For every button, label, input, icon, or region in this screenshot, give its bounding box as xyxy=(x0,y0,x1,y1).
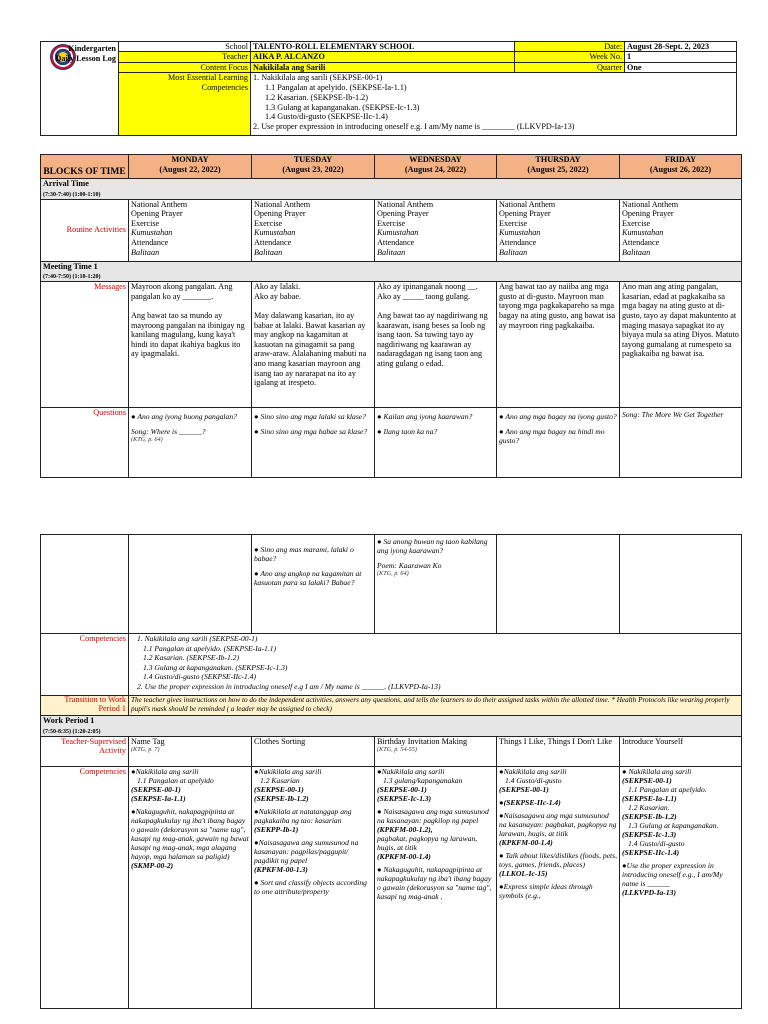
song-title: Song: The More We Get Together xyxy=(622,410,724,420)
competency-line: (SEKPSE-00-1) xyxy=(254,784,304,794)
mel-item: 1.4 Gusto/di-gusto (SEKPSE-IIc-1.4) xyxy=(265,112,388,122)
competency-line: 1.1 Pangalan at apelyido. xyxy=(628,784,707,794)
competencies-list xyxy=(129,634,742,696)
ktg-ref: (KTG, p. 64) xyxy=(131,436,163,444)
day-name: THURSDAY xyxy=(535,155,581,164)
routine-label: Routine Activities xyxy=(41,199,129,261)
tsa-thursday xyxy=(497,736,620,766)
routine-item: Opening Prayer xyxy=(377,209,429,219)
competency-line: (KPKFM-00-1.4) xyxy=(377,851,431,861)
work-competencies-label: Competencies xyxy=(41,766,129,1008)
day-header-monday xyxy=(129,155,252,179)
ktg-ref: (KTG, p. 7) xyxy=(131,746,160,754)
tsa-title: Name Tag xyxy=(131,736,165,746)
competency-line: ●Use the proper expression in introducing oneself e.g., I am/My name is ______ xyxy=(622,860,723,888)
competency-line: (SEKPSE-Ia-1.1) xyxy=(131,793,186,803)
quarter-value: One xyxy=(625,62,737,72)
competency-line: ● Nakikilala ang sarili xyxy=(622,766,692,776)
message-friday: Ano man ang ating pangalan, kasarian, edad at pagkakaiba sa mga bagay na ating gusto at di-gusto, tayo ay dapat makuntento at maging masaya sapagkat ito ay biyaya mula sa ating Diyos. Matuto tayong gumalang at rumespeto sa pagkakaiba ng bawat isa. xyxy=(620,282,742,408)
competency-line: (SEKPSE-IIc-1.4) xyxy=(622,847,680,857)
mel-item: 2. Use proper expression in introducing oneself e.g. I am/My name is ________ (LLKVPD-Ia-13) xyxy=(253,122,575,132)
competency-item: 2. Use the proper expression in introducing oneself e.g I am / My name is ______. (LLKVPD-Ia-13) xyxy=(137,681,441,691)
competency-line: ●Nakikilala ang sarili xyxy=(131,766,199,776)
message-wednesday: Ako ay ipinanganak noong __. Ako ay _____ taong gulang. Ang bawat tao ay nagdiriwang ng kaarawan, isang beses sa loob ng isang taon. Sa tuwing tayo ay nagdiriwang ng kaarawan ay nadaragdagan ng isang taon ang ating gulang o edad. xyxy=(375,282,497,408)
competencies-friday xyxy=(620,766,742,1008)
school-label: School xyxy=(119,42,251,52)
competency-item: 1.3 Gulang at kapanganakan. (SEKPSE-Ic-1.3) xyxy=(143,662,288,672)
questions-wednesday-cont: ● Sa anong buwan ng taon kabilang ang iyong kaarawan? Poem: Kaarawan Ko (KTG, p. 64) xyxy=(375,535,497,634)
competency-item: 1.2 Kasarian. (SEKPSE-Ib-1.2) xyxy=(143,653,239,663)
ktg-ref: (KTG, p. 54-55) xyxy=(377,746,417,754)
routine-item: Opening Prayer xyxy=(499,209,551,219)
date-label: Date: xyxy=(515,42,625,52)
transition-text: The teacher gives instructions on how to do the independent activities, answers any questions, and tells the learners to do their assigned tasks within the allotted time. * Health Protocols like wearing properly pupil's mask should be reminded ( a leader may be assigned to check) xyxy=(129,696,742,716)
empty-thursday-cell xyxy=(497,535,620,634)
tsa-wednesday xyxy=(375,736,497,766)
message-tuesday: Ako ay lalaki. Ako ay babae. May dalawang kasarian, ito ay babae at lalaki. Bawat kasarian ay may angkop na kagamitan at kasuotan na ginagamit sa pang araw-araw. Alalahaning mabuti na ano mang kasarian mayroon ang isang tao ay nararapat na ito ay igalang at irespeto. xyxy=(252,282,375,408)
content-focus-value: Nakikilala ang Sarili xyxy=(251,62,515,72)
competency-line: (SEKPP-Ib-1) xyxy=(254,824,299,834)
competency-line: ●Naisasagawa ang sumusunod na kasanayan: pagpilas/paggupit/ pagdikit ng papel xyxy=(254,837,359,865)
school-value: TALENTO-ROLL ELEMENTARY SCHOOL xyxy=(251,42,515,52)
competency-line: ●Nakikilala ang sarili xyxy=(377,766,445,776)
mel-item: 1. Nakikilala ang sarili (SEKPSE-00-1) xyxy=(253,73,383,83)
questions-monday: ● Ano ang iyong buong pangalan? Song: Where is ______? (KTG, p. 64) xyxy=(129,408,252,478)
tsa-title: Things I Like, Things I Don't Like xyxy=(499,736,612,746)
song-title: Song: Where is ______? xyxy=(131,427,206,437)
day-name: TUESDAY xyxy=(293,155,333,164)
competencies-wednesday xyxy=(375,766,497,1008)
question-item: Sino sino ang mga lalaki sa klase? xyxy=(260,412,366,422)
competency-line: pagbakat, pagkopya ng larawan, hugis, at titik xyxy=(377,833,478,852)
question-item: Ano ang iyong buong pangalan? xyxy=(137,412,237,422)
competencies-label: Competencies xyxy=(41,634,129,696)
routine-item: Kumustahan xyxy=(499,228,541,238)
messages-label: Messages xyxy=(41,282,129,408)
routine-item: Kumustahan xyxy=(377,228,419,238)
message-thursday: Ang bawat tao ay naiiba ang mga gusto at di-gusto. Mayroon man tayong mga pagkakapareho sa mga bagay na ating gusto, ang bawat isa ay mayroon ring pagkakaiba. xyxy=(497,282,620,408)
ktg-ref: (KTG, p. 64) xyxy=(377,570,409,577)
tsa-title: Birthday Invitation Making xyxy=(377,736,468,746)
competency-line: ● Sort and classify objects according to one attribute/property xyxy=(254,877,367,896)
tsa-friday xyxy=(620,736,742,766)
day-header-wednesday xyxy=(375,155,497,179)
date-value: August 28-Sept. 2, 2023 xyxy=(625,42,737,52)
week-value: 1 xyxy=(625,52,737,62)
header-table xyxy=(40,41,737,136)
day-date: (August 26, 2022) xyxy=(649,164,712,174)
routine-cell xyxy=(497,199,620,261)
routine-item: National Anthem xyxy=(499,199,556,209)
routine-item: Exercise xyxy=(131,218,160,228)
meeting-time-row xyxy=(41,261,742,282)
work-period-row xyxy=(41,716,742,737)
competency-line: (SEKPSE-Ia-1.1) xyxy=(622,793,677,803)
routine-item: Attendance xyxy=(622,237,660,247)
competency-line: (KPKFM-00-1.3) xyxy=(254,864,308,874)
routine-item: National Anthem xyxy=(254,199,311,209)
competency-line: (SEKPSE-00-1) xyxy=(131,784,181,794)
routine-item: Kumustahan xyxy=(622,228,664,238)
day-header-friday xyxy=(620,155,742,179)
competency-item: 1.4 Gusto/di-gusto (SEKPSE-IIc-1.4) xyxy=(143,672,257,682)
work-title: Work Period 1 xyxy=(43,716,95,725)
poem-title: Poem: Kaarawan Ko xyxy=(377,561,442,570)
transition-label: Transition to Work Period 1 xyxy=(41,696,129,716)
question-item: Ilang taon ka na? xyxy=(383,427,438,437)
competency-line: 1.4 Gusto/di-gusto xyxy=(505,775,562,785)
mel-label: Most Essential Learning Competencies xyxy=(119,73,251,136)
routine-cell xyxy=(375,199,497,261)
routine-item: Attendance xyxy=(377,237,415,247)
competency-line: (SEKPSE-00-1) xyxy=(499,784,549,794)
tsa-tuesday xyxy=(252,736,375,766)
competency-line: 1.2 Kasarian xyxy=(260,775,300,785)
competency-line: ●Express simple ideas through symbols (e.g., xyxy=(499,881,593,900)
routine-cell xyxy=(620,199,742,261)
work-time: (7:50-8:35) (1:20-2:05) xyxy=(43,728,101,735)
question-item: Sa anong buwan ng taon kabilang ang iyong kaarawan? xyxy=(377,537,488,555)
dll-label: Daily Lesson Log xyxy=(55,54,116,63)
week-label: Week No. xyxy=(515,52,625,62)
routine-cell xyxy=(129,199,252,261)
routine-item: National Anthem xyxy=(622,199,679,209)
tsa-title: Clothes Sorting xyxy=(254,736,306,746)
schedule-table xyxy=(40,154,742,478)
competency-line: ● Nakaguguhit, nakapagpipinta at nakapagkukulay ng iba't ibang bagay o gawain (dekorasyon sa "name tag", kasapi ng mag-anak , xyxy=(377,864,492,901)
routine-item: Balitaan xyxy=(131,247,160,257)
meeting-time: (7:40-7:50) (1:10-1:20) xyxy=(43,274,101,281)
questions-label: Questions xyxy=(41,408,129,478)
teacher-label: Teacher xyxy=(119,52,251,62)
tsa-monday xyxy=(129,736,252,766)
tsa-title: Introduce Yourself xyxy=(622,736,683,746)
day-name: FRIDAY xyxy=(664,155,697,164)
routine-item: Opening Prayer xyxy=(622,209,674,219)
empty-monday-cell xyxy=(129,535,252,634)
competency-line: ●(SEKPSE-IIc-1.4) xyxy=(499,797,561,807)
competencies-tuesday xyxy=(252,766,375,1008)
routine-item: Attendance xyxy=(499,237,537,247)
competency-line: (KPKFM-00-1.4) xyxy=(499,837,553,847)
day-header-thursday xyxy=(497,155,620,179)
competency-item: 1. Nakikilala ang sarili (SEKPSE-00-1) xyxy=(137,634,258,643)
competency-line: (SEKPSE-Ic-1.3) xyxy=(622,829,677,839)
competency-line: (KPKFM-00-1.2), xyxy=(377,824,433,834)
arrival-time-row xyxy=(41,179,742,200)
day-date: (August 25, 2022) xyxy=(527,164,589,174)
questions-wednesday: ● Kailan ang iyong kaarawan? ● Ilang taon ka na? xyxy=(375,408,497,478)
day-date: (August 24, 2022) xyxy=(404,164,467,174)
question-item: Ano ang mga bagay na hindi mo gusto? xyxy=(499,427,605,446)
routine-item: Opening Prayer xyxy=(254,209,306,219)
empty-label-cell xyxy=(41,535,129,634)
competencies-thursday xyxy=(497,766,620,1008)
competency-line: 1.4 Gusto/di-gusto xyxy=(628,838,685,848)
competency-line: (SEKPSE-Ic-1.3) xyxy=(377,793,432,803)
day-name: WEDNESDAY xyxy=(409,155,462,164)
competency-line: (SEKPSE-00-1) xyxy=(377,784,427,794)
day-name: MONDAY xyxy=(171,155,209,164)
questions-tuesday: ● Sino sino ang mga lalaki sa klase? ● Sino sino ang mga babae sa klase? xyxy=(252,408,375,478)
competency-line: 1.1 Pangalan at apelyido xyxy=(137,775,214,785)
routine-item: National Anthem xyxy=(377,199,434,209)
questions-tuesday-cont: ● Sino ang mas marami, lalaki o babae? ● Ano ang angkop na kagamitan at kasuotan para sa lalaki? Babae? xyxy=(252,535,375,634)
arrival-title: Arrival Time xyxy=(43,179,89,188)
routine-item: Attendance xyxy=(131,237,169,247)
competency-line: 1.3 Gulang at kapanganakan. xyxy=(628,820,719,830)
mel-item: 1.1 Pangalan at apelyido. (SEKPSE-Ia-1.1) xyxy=(265,83,407,93)
mel-item: 1.2 Kasarian. (SEKPSE-Ib-1.2) xyxy=(265,92,369,102)
kindergarten-label: Kindergarten xyxy=(68,44,116,53)
meeting-title: Meeting Time 1 xyxy=(43,261,98,271)
teacher-value: AIKA P. ALCANZO xyxy=(251,52,515,62)
routine-item: Exercise xyxy=(254,218,283,228)
competency-line: ● Talk about likes/dislikes (foods, pets, toys, games, friends, places) xyxy=(499,850,617,869)
competency-line: ●Nakikilala ang sarili xyxy=(499,766,567,776)
routine-item: Kumustahan xyxy=(131,228,173,238)
routine-item: Kumustahan xyxy=(254,228,296,238)
competency-line: (SEKPSE-Ib-1.2) xyxy=(254,793,309,803)
competency-line: ● Naisasagawa ang mga sumusunod na kasanayan: pagkilop ng papel xyxy=(377,806,489,825)
questions-thursday: ● Ano ang mga bagay na iyong gusto? ● Ano ang mga bagay na hindi mo gusto? xyxy=(497,408,620,478)
schedule-table-continued xyxy=(40,534,742,1009)
quarter-label: Quarter xyxy=(515,62,625,72)
competency-line: ●Nakaguguhit, nakapagpipinta at nakapagkukulay ng iba't ibang bagay o gawain (dekorasyon sa "name tag", kasapi ng mag-anak, gawain ng bawat kasapi ng mag-anak, mga alagang hayop, mga halaman sa paligid) xyxy=(131,806,249,861)
question-item: Ano ang mga bagay na iyong gusto? xyxy=(505,412,617,422)
competency-line: 1.3 gulang/kapanganakan xyxy=(383,775,463,785)
competency-line: 1.2 Kasarian. xyxy=(628,802,670,812)
tsa-label: Teacher-Supervised Activity xyxy=(41,736,129,766)
day-date: (August 22, 2022) xyxy=(159,164,221,174)
mel-item: 1.3 Gulang at kapanganakan. (SEKPSE-Ic-1.3) xyxy=(265,102,420,112)
competency-line: ●Nakikilala ang sarili xyxy=(254,766,322,776)
question-item: Sino ang mas marami, lalaki o babae? xyxy=(254,545,354,563)
competency-line: (SKMP-00-2) xyxy=(131,860,174,870)
day-header-tuesday xyxy=(252,155,375,179)
question-item: Sino sino ang mga babae sa klase? xyxy=(260,427,368,437)
routine-item: Exercise xyxy=(377,218,406,228)
routine-item: Balitaan xyxy=(254,247,283,257)
blocks-of-time-header: BLOCKS OF TIME xyxy=(41,155,129,179)
routine-item: Exercise xyxy=(499,218,528,228)
competency-line: (LLKVPD-Ia-13) xyxy=(622,887,676,897)
content-focus-label: Content Focus xyxy=(119,62,251,72)
routine-item: Attendance xyxy=(254,237,292,247)
mel-list xyxy=(251,73,737,136)
day-date: (August 23, 2022) xyxy=(282,164,344,174)
question-item: Ano ang angkop na kagamitan at kasuotan para sa lalaki? Babae? xyxy=(254,569,362,587)
competency-line: (LLKOL-Ic-15) xyxy=(499,868,548,878)
competency-item: 1.1 Pangalan at apelyido. (SEKPSE-Ia-1.1) xyxy=(143,643,277,653)
routine-item: Balitaan xyxy=(377,247,406,257)
competencies-monday xyxy=(129,766,252,1008)
routine-item: Exercise xyxy=(622,218,651,228)
empty-friday-cell xyxy=(620,535,742,634)
competency-line: (SEKPSE-00-1) xyxy=(622,775,672,785)
routine-item: Balitaan xyxy=(499,247,528,257)
questions-friday xyxy=(620,408,742,478)
competency-line: (SEKPSE-Ib-1.2) xyxy=(622,811,677,821)
competency-line: ●Naisasagawa ang mga sumusunod na kasanayan: pagbakat, pagkopya ng larawan, hugis, at titik xyxy=(499,810,617,838)
routine-item: Balitaan xyxy=(622,247,651,257)
competency-line: ●Nakikilala at natatanggap ang pagkakaiba ng tao: kasarian xyxy=(254,806,352,825)
routine-item: Opening Prayer xyxy=(131,209,183,219)
arrival-time: (7:30-7:40) (1:00-1:10) xyxy=(43,191,101,198)
routine-cell xyxy=(252,199,375,261)
message-monday: Mayroon akong pangalan. Ang pangalan ko ay _______. Ang bawat tao sa mundo ay mayroong pangalan na ibinigay ng kanilang magulang, kung kaya't hindi ito dapat ikahiya bagkus ito ay ipagmalaki. xyxy=(129,282,252,408)
routine-item: National Anthem xyxy=(131,199,188,209)
question-item: Kailan ang iyong kaarawan? xyxy=(383,412,473,422)
